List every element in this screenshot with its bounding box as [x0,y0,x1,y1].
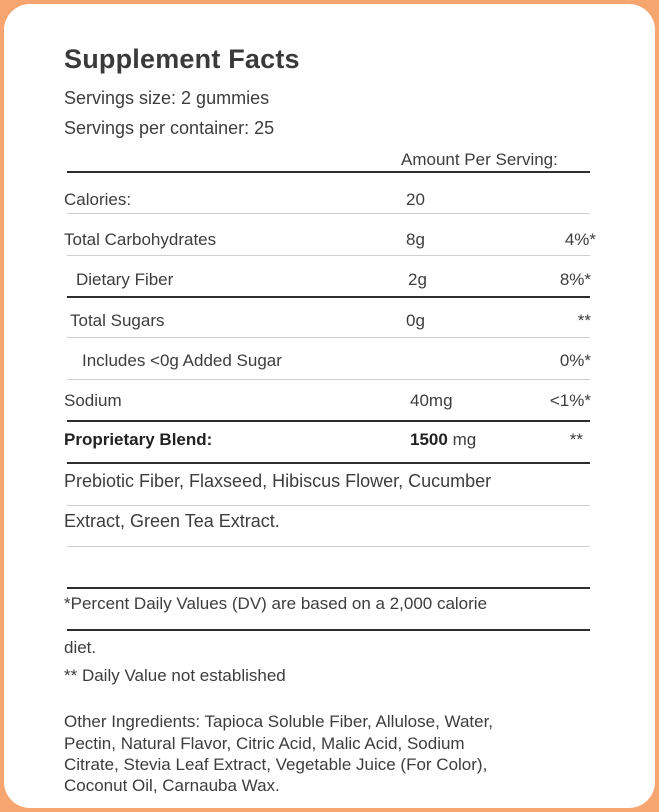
header-divider [67,171,590,173]
nutrient-dv-fiber: 8%* [559,270,591,289]
blend-ingredients-line-2: Extract, Green Tea Extract. [64,511,280,531]
footnote-dv-line-1: *Percent Daily Values (DV) are based on a 2,000 calorie [64,594,488,613]
nutrient-amount-sodium: 40mg [410,391,453,410]
blend-amount-value: 1500 [410,430,448,449]
other-ingredients-line-2: Pectin, Natural Flavor, Citric Acid, Malic Acid, Sodium [64,734,465,753]
row-divider [67,337,590,338]
nutrient-name-carbohydrates: Total Carbohydrates [64,230,217,249]
row-divider [67,505,590,506]
section-divider-thick [67,587,590,589]
servings-per-container: Servings per container: 25 [64,118,275,138]
nutrient-dv-added-sugar: 0%* [559,351,591,370]
nutrient-name-sugars: Total Sugars [70,311,165,330]
nutrient-name-sodium: Sodium [64,391,122,410]
other-ingredients-line-1: Other Ingredients: Tapioca Soluble Fiber, Allulose, Water, [64,712,494,731]
blend-ingredients-line-1: Prebiotic Fiber, Flaxseed, Hibiscus Flower, Cucumber [64,471,492,491]
nutrient-amount-sugars: 0g [406,311,425,330]
other-ingredients-line-3: Citrate, Stevia Leaf Extract, Vegetable Juice (For Color), [64,755,488,774]
row-divider [67,379,590,380]
nutrient-dv-sugars: ** [577,311,591,330]
blend-dv: ** [569,430,583,449]
row-divider-thick [67,462,590,464]
other-ingredients-line-4: Coconut Oil, Carnauba Wax. [64,776,280,795]
nutrient-amount-calories: 20 [406,190,425,209]
row-divider [67,213,590,214]
blend-amount [410,430,476,450]
nutrient-amount-carbohydrates: 8g [406,230,425,249]
row-divider-thick [67,420,590,422]
blend-amount-unit: mg [452,430,477,449]
amount-per-serving-header: Amount Per Serving: [401,150,558,169]
nutrient-name-added-sugar: Includes <0g Added Sugar [82,351,282,370]
nutrient-name-calories: Calories: [64,190,132,209]
page-title: Supplement Facts [64,44,300,74]
row-divider-thick [67,296,590,298]
nutrient-amount-fiber: 2g [408,270,427,289]
nutrient-name-fiber: Dietary Fiber [76,270,174,289]
section-divider-thick [67,629,590,631]
footnote-dv-line-2: diet. [64,638,97,657]
blend-name: Proprietary Blend: [64,430,213,449]
row-divider [67,546,590,547]
nutrient-dv-sodium: <1%* [549,391,591,410]
nutrient-dv-carbohydrates: 4%* [564,230,596,249]
footnote-dv-not-established: ** Daily Value not established [64,666,286,685]
row-divider [67,255,590,256]
serving-size: Servings size: 2 gummies [64,88,270,108]
